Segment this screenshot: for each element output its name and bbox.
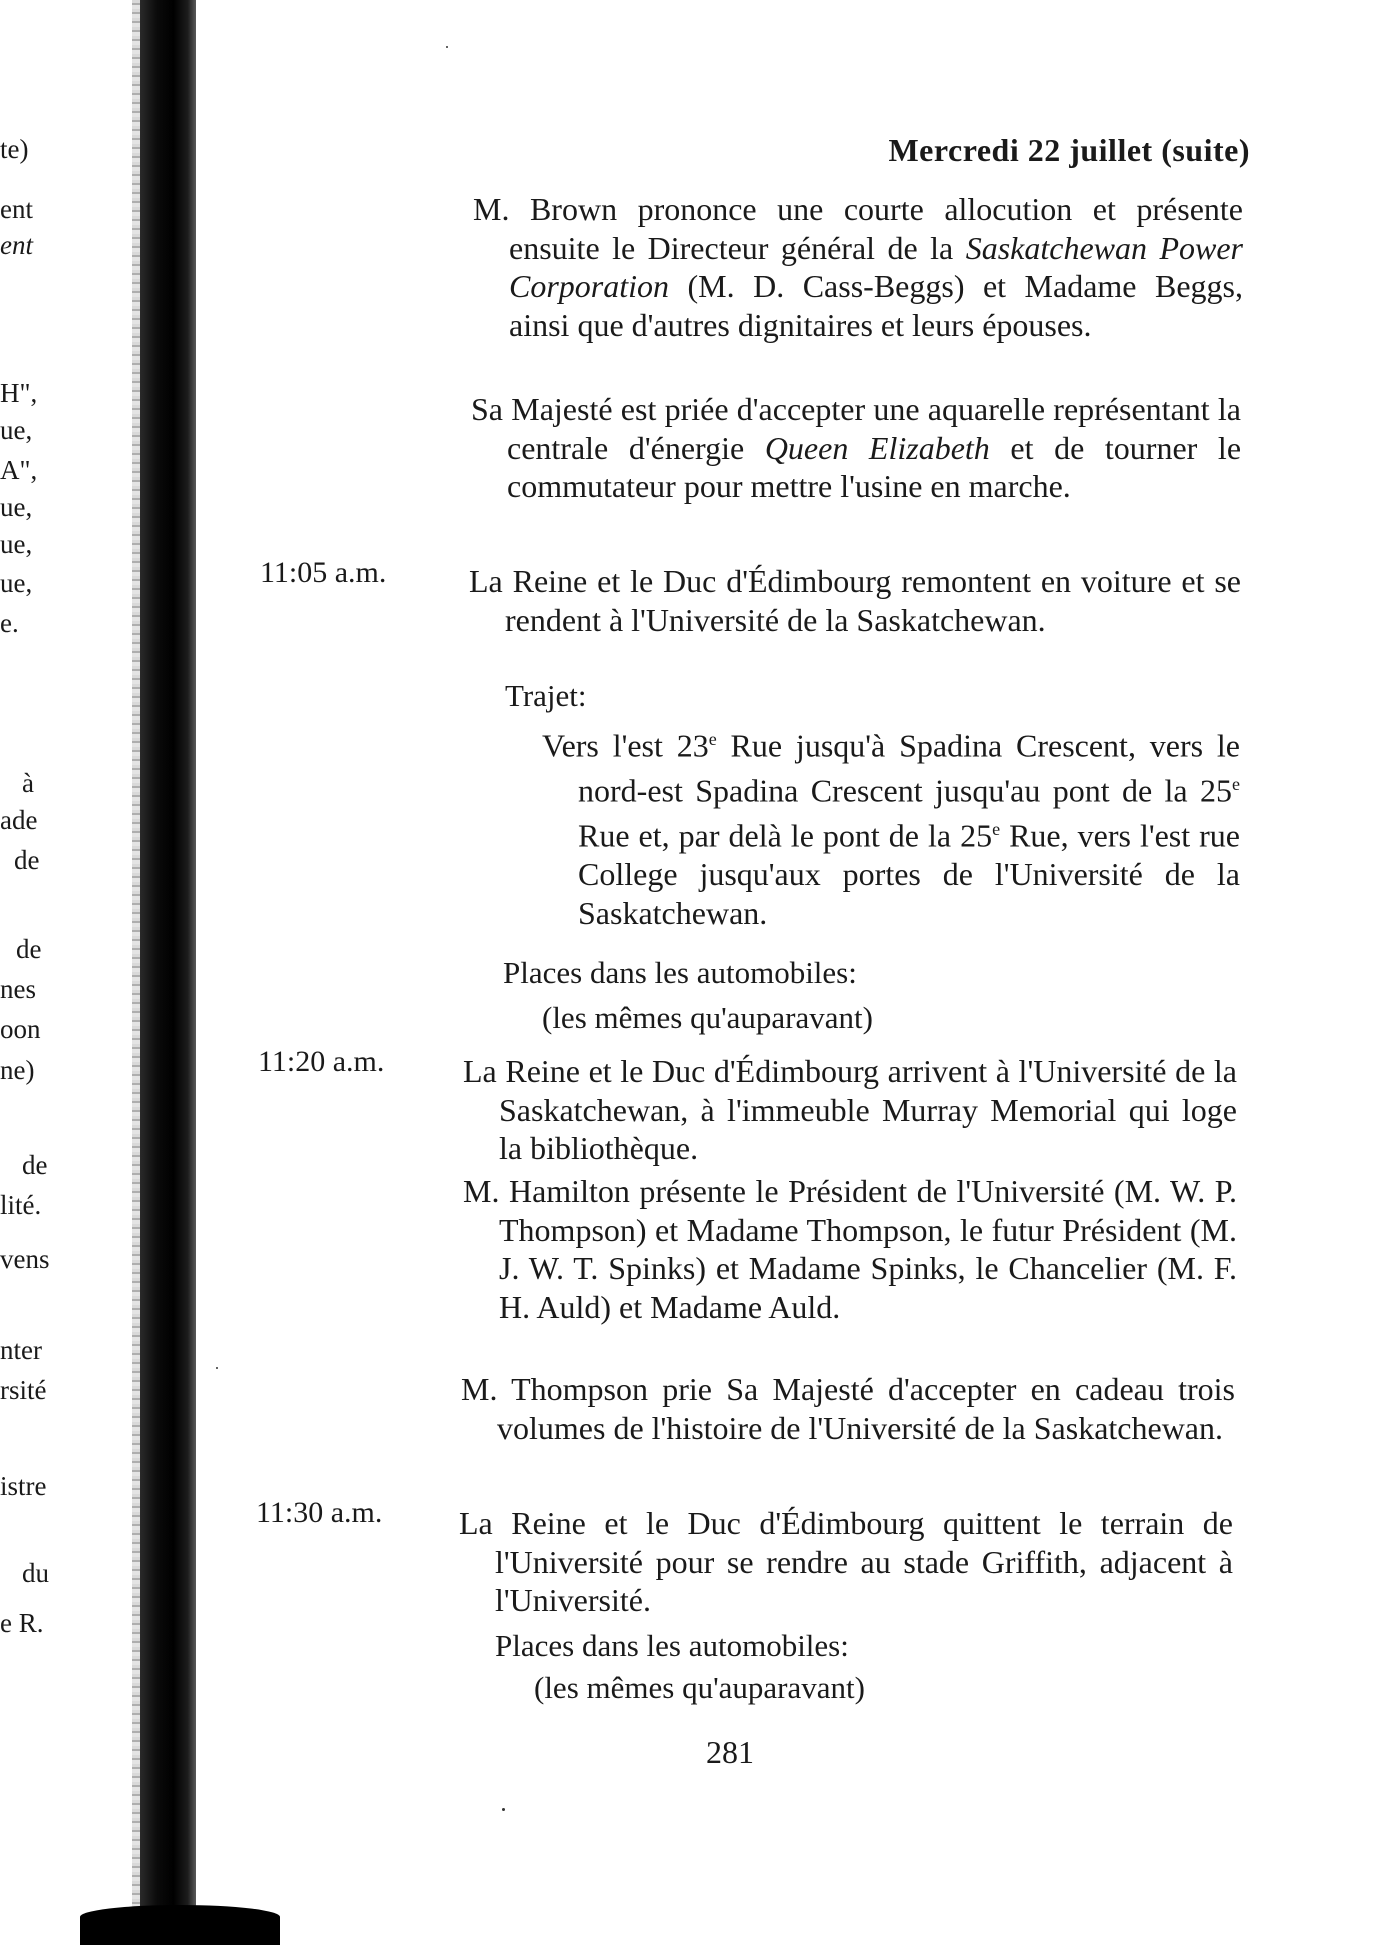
entry-text: M. Brown prononce une courte allocution et présente ensuite le Directeur général de la (473, 191, 1243, 266)
page-number: 281 (706, 1734, 754, 1770)
left-fragment: e R. (0, 1608, 44, 1638)
print-speck (502, 1808, 505, 1811)
route-text: Rue jusqu'à Spadina Crescent, vers le nord-est Spadina Crescent jusqu'au pont de la 25 (578, 727, 1241, 809)
route-text: Rue et, par delà le pont de la 25 (578, 817, 993, 854)
left-fragment: ue, (0, 415, 33, 445)
left-fragment: te) (0, 134, 29, 164)
ordinal-sup: e (708, 729, 717, 749)
left-fragment: de (22, 1150, 48, 1180)
entry-italic: Saskatchewan Power Corporation (509, 229, 1244, 304)
left-fragment: vens (0, 1244, 50, 1274)
trajet-label: Trajet: (505, 678, 587, 713)
print-speck (216, 1367, 218, 1369)
time-1130: 11:30 a.m. (256, 1496, 383, 1529)
left-fragment: ue, (0, 568, 33, 598)
time-1120: 11:20 a.m. (258, 1045, 385, 1078)
left-fragment: A", (0, 455, 38, 485)
ordinal-sup: e (1232, 774, 1240, 795)
left-fragment: à (22, 768, 34, 798)
entry-brown (473, 190, 1244, 344)
left-fragment: nter (0, 1335, 42, 1365)
running-header: Mercredi 22 juillet (suite) (888, 132, 1250, 168)
entry-1105: La Reine et le Duc d'Édimbourg remontent en voiture et se rendent à l'Université de la Saskatchewan. (469, 563, 1241, 638)
book-gutter (140, 0, 196, 1936)
entry-hamilton: M. Hamilton présente le Président de l'Université (M. W. P. Thompson) et Madame Thompson, le futur Président (M. J. W. T. Spinks) et Madame Spinks, le Chancelier (M. F. H. Auld) et Madame Auld. (463, 1173, 1237, 1325)
entry-text: (M. D. Cass-Beggs) et Madame Beggs, ainsi que d'autres dignitaires et leurs épouses. (509, 268, 1243, 343)
left-fragment: oon (0, 1014, 41, 1044)
places-label: Places dans les automobiles: (495, 1628, 849, 1663)
left-fragment: ne) (0, 1055, 35, 1085)
route-text: Vers l'est 23 (542, 727, 709, 764)
entry-1130: La Reine et le Duc d'Édimbourg quittent le terrain de l'Université pour se rendre au stade Griffith, adjacent à l'Université. (459, 1505, 1233, 1618)
places-value: (les mêmes qu'auparavant) (542, 1000, 873, 1035)
left-fragment: ent (0, 194, 33, 224)
left-fragment: ade (0, 805, 38, 835)
entry-thompson: M. Thompson prie Sa Majesté d'accepter en cadeau trois volumes de l'histoire de l'Université de la Saskatchewan. (461, 1371, 1235, 1446)
left-fragment: de (14, 845, 40, 875)
left-fragment: ue, (0, 492, 33, 522)
ordinal-sup: e (992, 819, 1001, 840)
places-label: Places dans les automobiles: (503, 955, 857, 990)
entry-text: et de tourner le commutateur pour mettre l'usine en marche. (507, 429, 1242, 504)
left-fragment: ue, (0, 529, 33, 559)
time-1105: 11:05 a.m. (260, 556, 387, 589)
route-text: Rue, vers l'est rue College jusqu'aux portes de l'Université de la Saskatchewan. (578, 817, 1240, 931)
left-fragment: H", (0, 378, 38, 408)
print-speck (446, 46, 448, 48)
left-fragment: nes (0, 974, 36, 1004)
left-fragment: lité. (0, 1190, 42, 1220)
entry-italic: Queen Elizabeth (764, 429, 990, 466)
trajet-route (542, 720, 1241, 932)
left-fragment: du (22, 1558, 49, 1588)
left-fragment: ent (0, 230, 33, 260)
book-spine-shadow (80, 1905, 280, 1945)
left-fragment: istre (0, 1471, 47, 1501)
entry-majeste (471, 390, 1242, 506)
left-fragment: de (16, 934, 42, 964)
entry-text: Sa Majesté est priée d'accepter une aquarelle représentant la centrale d'énergie (471, 391, 1241, 466)
entry-1120: La Reine et le Duc d'Édimbourg arrivent à l'Université de la Saskatchewan, à l'immeuble Murray Memorial qui loge la bibliothèque. (463, 1053, 1237, 1166)
left-fragment: rsité (0, 1375, 47, 1405)
places-value: (les mêmes qu'auparavant) (534, 1670, 865, 1705)
left-fragment: e. (0, 608, 19, 638)
